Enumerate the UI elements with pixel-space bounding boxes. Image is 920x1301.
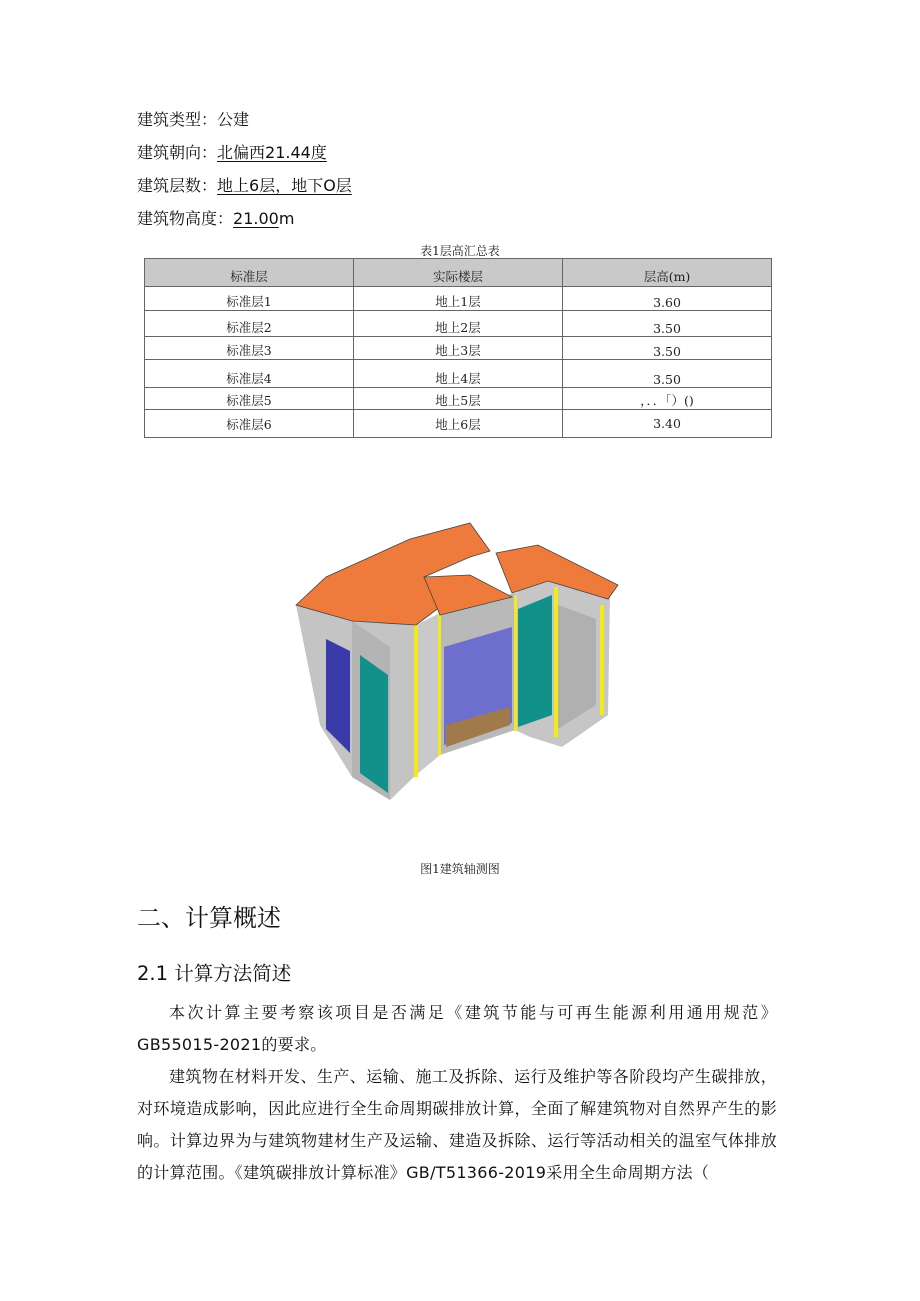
cell-floor-height: 3.50 <box>563 337 772 360</box>
table-row <box>145 410 772 438</box>
section-heading: 二、计算概述 <box>137 904 281 932</box>
building-type-value: 公建 <box>217 110 250 129</box>
table-row <box>145 388 772 410</box>
building-type-label: 建筑类型： <box>137 110 218 129</box>
cell-floor-height: 3.50 <box>563 360 772 388</box>
header-actual-floor: 实际楼层 <box>354 259 563 287</box>
cell-actual-floor: 地上2层 <box>354 311 563 337</box>
table-caption: 表1层高汇总表 <box>420 244 500 258</box>
building-floors-value: 地上6层，地下O层 <box>217 176 352 195</box>
cell-standard-floor: 标准层5 <box>145 388 354 410</box>
building-height-value: 21.00 <box>233 209 279 228</box>
figure-caption: 图1建筑轴测图 <box>420 862 500 876</box>
building-height-label: 建筑物高度： <box>137 209 234 228</box>
building-orientation-label: 建筑朝向： <box>137 143 218 162</box>
cell-standard-floor: 标准层3 <box>145 337 354 360</box>
building-type-line <box>137 110 249 130</box>
floor-height-table <box>144 258 772 438</box>
table-row <box>145 311 772 337</box>
cell-actual-floor: 地上5层 <box>354 388 563 410</box>
cell-standard-floor: 标准层1 <box>145 287 354 311</box>
cell-actual-floor: 地上1层 <box>354 287 563 311</box>
building-axonometric-figure <box>290 515 630 807</box>
cell-actual-floor: 地上6层 <box>354 410 563 438</box>
table-row <box>145 287 772 311</box>
building-floors-label: 建筑层数： <box>137 176 218 195</box>
cell-floor-height: ，．．「）() <box>563 388 772 410</box>
building-height-unit: m <box>278 209 295 228</box>
building-floors-line <box>137 176 352 196</box>
cell-actual-floor: 地上3层 <box>354 337 563 360</box>
cell-standard-floor: 标准层4 <box>145 360 354 388</box>
table-row <box>145 360 772 388</box>
cell-floor-height: 3.60 <box>563 287 772 311</box>
cell-floor-height: 3.40 <box>563 410 772 438</box>
paragraph-lifecycle: 建筑物在材料开发、生产、运输、施工及拆除、运行及维护等各阶段均产生碳排放，对环境造成影响，因此应进行全生命周期碳排放计算，全面了解建筑物对自然界产生的影响。计算边界为与建筑物建材生产及运输、建造及拆除、运行等活动相关的温室气体排放的计算范围。《建筑碳排放计算标准》GB/T51366-2019采用全生命周期方法（ <box>137 1067 777 1182</box>
header-standard-floor: 标准层 <box>145 259 354 287</box>
table-header-row <box>145 259 772 287</box>
subsection-heading: 2.1 计算方法简述 <box>137 962 292 985</box>
cell-standard-floor: 标准层6 <box>145 410 354 438</box>
paragraph-requirement: 本次计算主要考察该项目是否满足《建筑节能与可再生能源利用通用规范》GB55015-2021的要求。 <box>137 1003 777 1054</box>
cell-floor-height: 3.50 <box>563 311 772 337</box>
table-row <box>145 337 772 360</box>
building-orientation-value: 北偏西21.44度 <box>217 143 327 162</box>
building-orientation-line <box>137 143 327 163</box>
header-floor-height: 层高(m) <box>563 259 772 287</box>
cell-standard-floor: 标准层2 <box>145 311 354 337</box>
cell-actual-floor: 地上4层 <box>354 360 563 388</box>
building-height-line <box>137 209 294 229</box>
